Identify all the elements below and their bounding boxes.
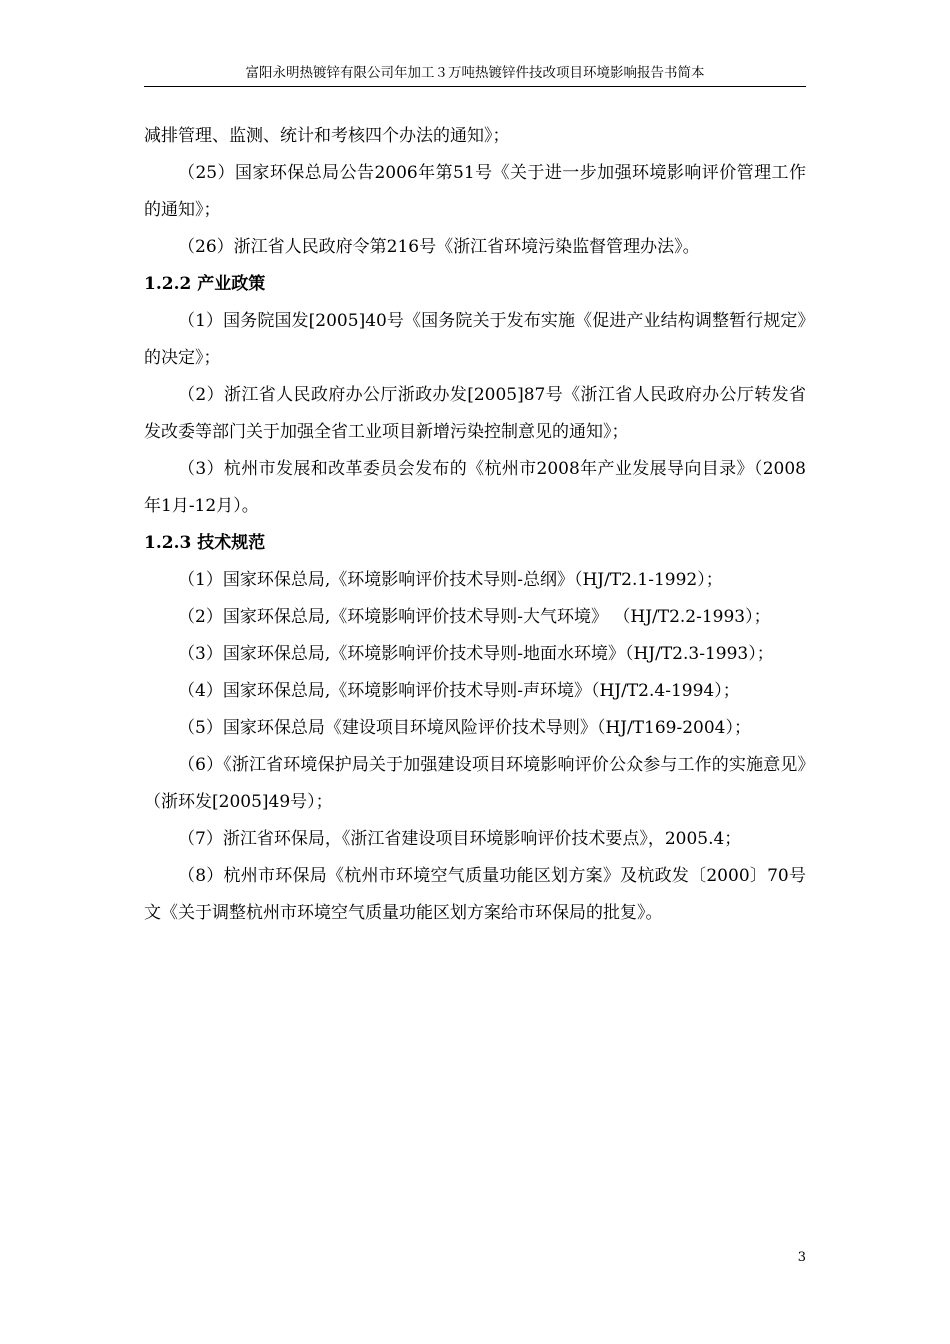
paragraph: （3）国家环保总局,《环境影响评价技术导则-地面水环境》（HJ/T2.3-1993）； [178,644,774,664]
page-number: 3 [797,1250,806,1265]
paragraph: 减排管理、监测、统计和考核四个办法的通知》； [144,126,510,146]
paragraph: （1）国家环保总局,《环境影响评价技术导则-总纲》（HJ/T2.1-1992）； [178,570,723,590]
paragraph: （1）国务院国发[2005]40号《国务院关于发布实施《促进产业结构调整暂行规定》的决定》； [144,311,806,368]
paragraph: （25）国家环保总局公告2006年第51号《关于进一步加强环境影响评价管理工作的通知》； [144,163,806,220]
section-heading: 1.2.3 技术规范 [144,533,266,553]
paragraph: （6）《浙江省环境保护局关于加强建设项目环境影响评价公众参与工作的实施意见》（浙环发[2005]49号）； [144,755,806,812]
paragraph: （2）国家环保总局,《环境影响评价技术导则-大气环境》 （HJ/T2.2-1993）； [178,607,771,627]
paragraph: （7）浙江省环保局，《浙江省建设项目环境影响评价技术要点》，2005.4； [178,829,742,849]
header-divider [144,86,806,87]
section-heading: 1.2.2 产业政策 [144,274,266,294]
paragraph: （8）杭州市环保局《杭州市环境空气质量功能区划方案》及杭政发〔2000〕70号文《关于调整杭州市环境空气质量功能区划方案给市环保局的批复》。 [144,866,806,923]
page-header: 富阳永明热镀锌有限公司年加工３万吨热镀锌件技改项目环境影响报告书简本 [245,65,705,81]
paragraph: （3）杭州市发展和改革委员会发布的《杭州市2008年产业发展导向目录》（2008年1月-12月）。 [144,459,806,516]
document-body [144,118,806,932]
paragraph: （4）国家环保总局,《环境影响评价技术导则-声环境》（HJ/T2.4-1994）； [178,681,740,701]
paragraph: （5）国家环保总局《建设项目环境风险评价技术导则》（HJ/T169-2004）； [178,718,751,738]
paragraph: （26）浙江省人民政府令第216号《浙江省环境污染监督管理办法》。 [178,237,700,257]
paragraph: （2）浙江省人民政府办公厅浙政办发[2005]87号《浙江省人民政府办公厅转发省发改委等部门关于加强全省工业项目新增污染控制意见的通知》； [144,385,806,442]
